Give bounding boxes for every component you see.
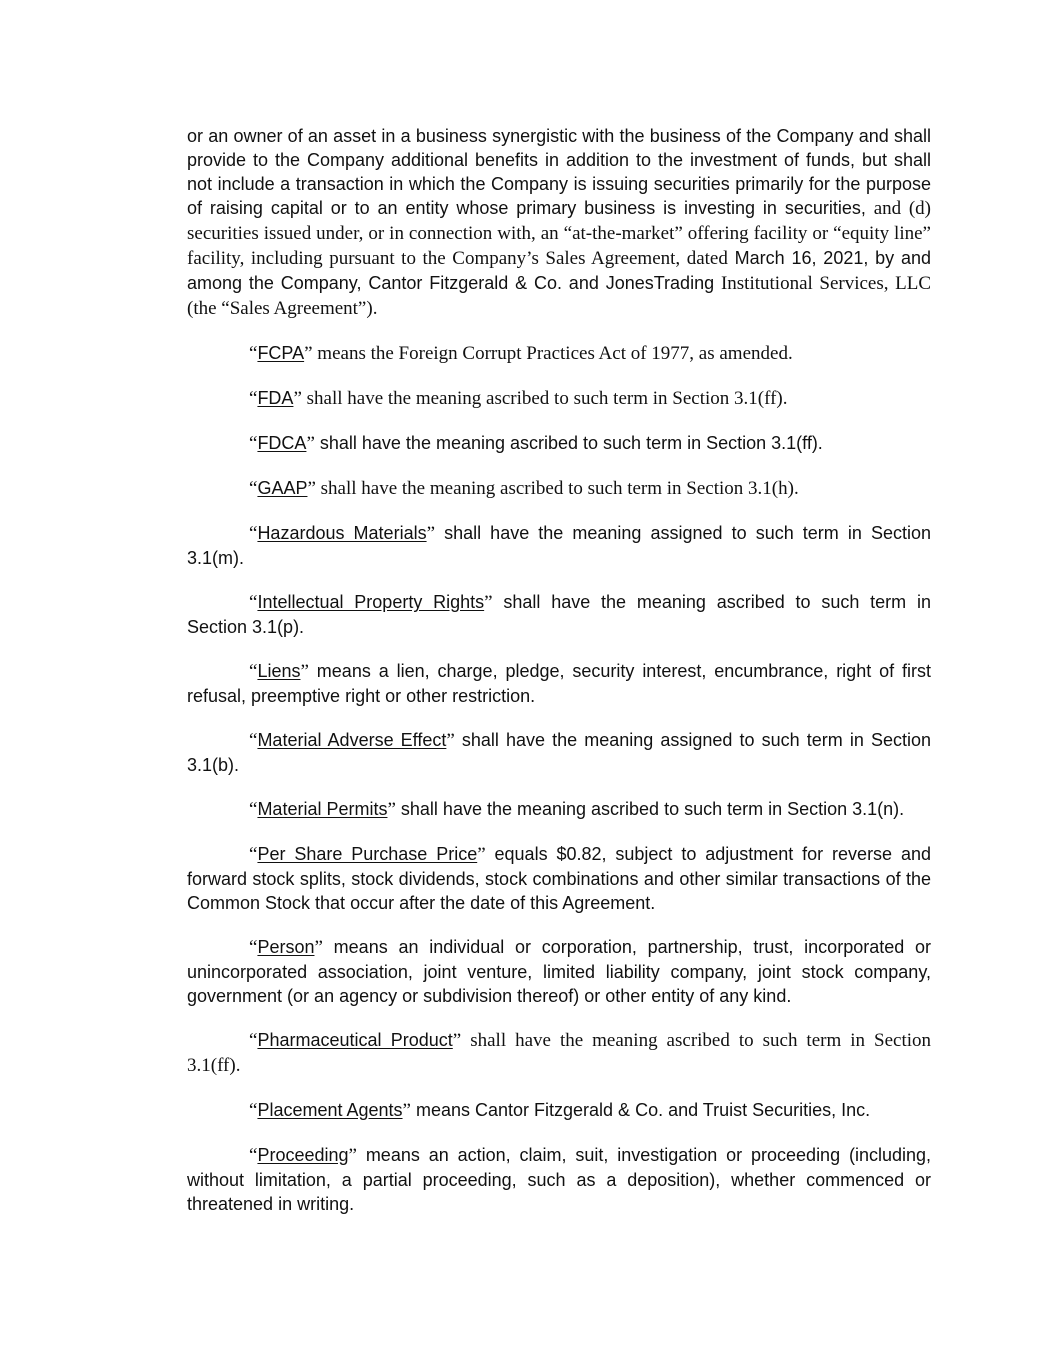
quote-close: ”	[300, 661, 309, 682]
quote-close: ”	[307, 478, 316, 499]
definition-liens	[187, 659, 931, 708]
quote-open: “	[249, 433, 258, 454]
intro-paragraph	[187, 124, 931, 321]
quote-close: ”	[452, 1030, 462, 1051]
quote-close: ”	[314, 937, 323, 958]
definition-per-share-purchase-price	[187, 842, 931, 915]
definition-text: shall have the meaning ascribed to such term in Section 3.1(ff).	[187, 1030, 931, 1076]
quote-open: “	[249, 1030, 258, 1051]
definition-text: means Cantor Fitzgerald & Co. and Truist Securities, Inc.	[410, 1100, 871, 1120]
defined-term: Material Adverse Effect	[257, 730, 447, 750]
definition-text: shall have the meaning ascribed to such term in Section 3.1(p).	[187, 592, 931, 637]
quote-close: ”	[446, 730, 455, 751]
intro-part-3: March 16, 2021, by and among the Company, Cantor Fitzgerald & Co. and JonesTrading	[187, 248, 932, 293]
intro-part-4: Institutional Services, LLC (the “Sales Agreement”).	[187, 273, 931, 319]
quote-open: “	[249, 343, 258, 364]
quote-close: ”	[484, 592, 493, 613]
definition-text: shall have the meaning ascribed to such term in Section 3.1(h).	[315, 478, 799, 499]
definition-text: means a lien, charge, pledge, security interest, encumbrance, right of first refusal, preemptive right or other restriction.	[187, 661, 931, 706]
quote-close: ”	[304, 343, 313, 364]
intro-part-2: and (d) securities issued under, or in connection with, an “at-the-market” offering facility or “equity line” facility, including pursuant to the Company’s Sales Agreement, dated	[187, 198, 931, 269]
quote-open: “	[249, 661, 258, 682]
defined-term: FDCA	[257, 433, 307, 453]
quote-open: “	[249, 523, 258, 544]
definition-person	[187, 935, 931, 1008]
definition-text: equals $0.82, subject to adjustment for reverse and forward stock splits, stock dividends, stock combinations and other similar transactions of the Common Stock that occur after the date of this Agreement.	[187, 844, 931, 913]
definition-text: shall have the meaning ascribed to such term in Section 3.1(ff).	[314, 433, 823, 453]
definition-material-adverse-effect	[187, 728, 931, 777]
definition-intellectual-property-rights	[187, 590, 931, 639]
quote-close: ”	[348, 1145, 357, 1166]
definition-text: shall have the meaning assigned to such term in Section 3.1(m).	[187, 523, 931, 568]
quote-open: “	[249, 1145, 258, 1166]
definition-fcpa	[187, 341, 931, 366]
quote-open: “	[249, 478, 258, 499]
intro-part-1: or an owner of an asset in a business synergistic with the business of the Company and shall provide to the Company additional benefits in addition to the investment of funds, but shall not include a transaction in which the Company is issuing securities primarily for the purpose of raising capital or to an entity whose primary business is investing in securities,	[187, 126, 931, 218]
quote-open: “	[249, 1100, 258, 1121]
definition-text: means an action, claim, suit, investigation or proceeding (including, without limitation, a partial proceeding, such as a deposition), whether commenced or threatened in writing.	[187, 1145, 931, 1214]
quote-open: “	[249, 937, 258, 958]
defined-term: Intellectual Property Rights	[257, 592, 485, 612]
definition-text: means the Foreign Corrupt Practices Act of 1977, as amended.	[312, 343, 793, 364]
definition-placement-agents	[187, 1098, 931, 1123]
definition-text: shall have the meaning ascribed to such term in Section 3.1(ff).	[301, 388, 788, 409]
quote-close: ”	[402, 1100, 411, 1121]
quote-open: “	[249, 799, 258, 820]
defined-term: Per Share Purchase Price	[257, 844, 478, 864]
quote-open: “	[249, 592, 258, 613]
quote-close: ”	[293, 388, 302, 409]
definition-proceeding	[187, 1143, 931, 1216]
definition-hazardous-materials	[187, 521, 931, 570]
defined-term: Proceeding	[257, 1145, 349, 1165]
quote-close: ”	[387, 799, 396, 820]
definition-gaap	[187, 476, 931, 501]
definition-text: shall have the meaning assigned to such term in Section 3.1(b).	[187, 730, 931, 775]
definition-text: means an individual or corporation, partnership, trust, incorporated or unincorporated association, joint venture, limited liability company, joint stock company, government (or an agency or subdivision thereof) or other entity of any kind.	[187, 937, 931, 1006]
defined-term: GAAP	[257, 478, 308, 498]
defined-term: Placement Agents	[257, 1100, 403, 1120]
defined-term: Material Permits	[257, 799, 388, 819]
quote-open: “	[249, 388, 258, 409]
quote-close: ”	[306, 433, 315, 454]
quote-close: ”	[426, 523, 436, 544]
defined-term: Hazardous Materials	[257, 523, 427, 543]
definition-text: shall have the meaning ascribed to such term in Section 3.1(n).	[395, 799, 905, 819]
document-page	[187, 124, 931, 1216]
defined-term: Person	[257, 937, 315, 957]
definition-pharmaceutical-product	[187, 1028, 931, 1078]
definition-fdca	[187, 431, 931, 456]
defined-term: Liens	[257, 661, 301, 681]
quote-open: “	[249, 730, 258, 751]
definition-fda	[187, 386, 931, 411]
defined-term: Pharmaceutical Product	[257, 1030, 453, 1050]
quote-open: “	[249, 844, 258, 865]
defined-term: FCPA	[257, 343, 305, 363]
definition-material-permits	[187, 797, 931, 822]
quote-close: ”	[477, 844, 486, 865]
defined-term: FDA	[257, 388, 294, 408]
